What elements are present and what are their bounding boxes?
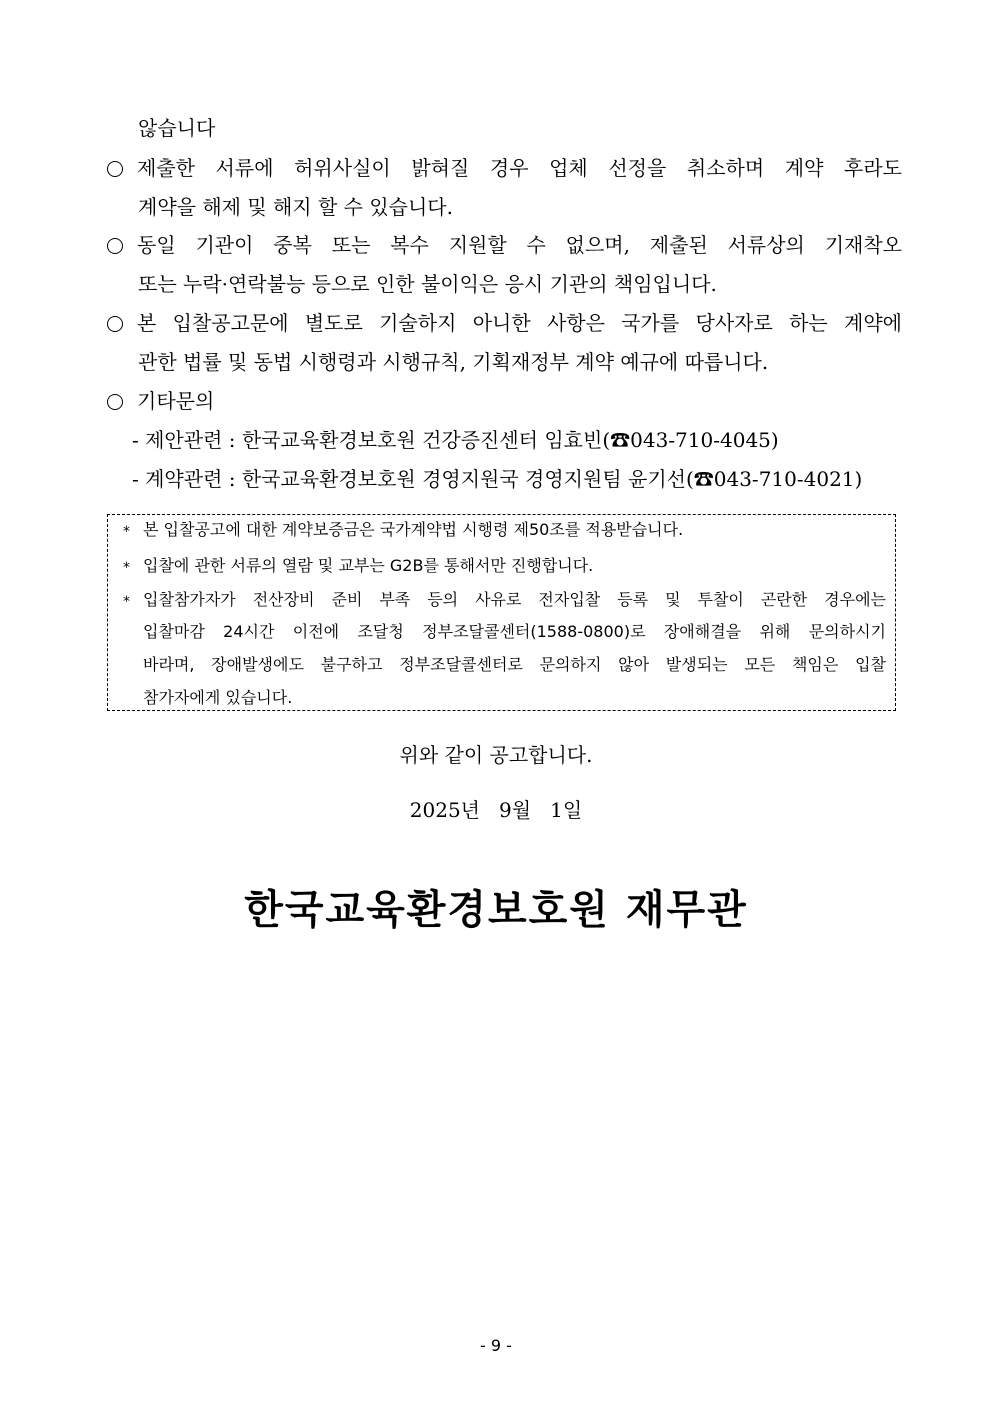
- list-item: [107, 389, 214, 413]
- asterisk-icon: *: [123, 524, 130, 540]
- notice-line: [143, 655, 886, 675]
- notice-line: [143, 622, 886, 642]
- circle-bullet-icon: [107, 238, 123, 254]
- page-number: - 9 -: [480, 1336, 512, 1355]
- notice-line: [143, 590, 886, 610]
- asterisk-icon: *: [123, 594, 130, 610]
- contact-proposal: - 제안관련 : 한국교육환경보호원 건강증진센터 임효빈(☎043-710-4045): [132, 428, 779, 452]
- notice-line-text: 입찰참가자가 전산장비 준비 부족 등의 사유로 전자입찰 등록 및 투찰이 곤란한 경우에는: [143, 590, 886, 609]
- intro-continuation: 않습니다: [138, 116, 216, 140]
- list-item: [107, 233, 902, 257]
- notice-line-text: 입찰마감 24시간 이전에 조달청 정부조달콜센터(1588-0800)로 장애해결을 위해 문의하시기: [143, 622, 886, 641]
- contact-contract: - 계약관련 : 한국교육환경보호원 경영지원국 경영지원팀 윤기선(☎043-710-4021): [132, 467, 863, 491]
- item-text: 기타문의: [137, 389, 215, 413]
- item-text-continued: 관한 법률 및 동법 시행령과 시행규칙, 기획재정부 계약 예규에 따릅니다.: [138, 350, 769, 374]
- closing-statement: 위와 같이 공고합니다.: [399, 743, 593, 767]
- asterisk-icon: *: [123, 560, 130, 576]
- notice-line: 입찰에 관한 서류의 열람 및 교부는 G2B를 통해서만 진행합니다.: [143, 556, 594, 575]
- item-text-continued: 계약을 해제 및 해지 할 수 있습니다.: [138, 195, 453, 219]
- announcement-date: 2025년 9월 1일: [409, 798, 583, 822]
- item-text-continued: 또는 누락·연락불능 등으로 인한 불이익은 응시 기관의 책임입니다.: [138, 272, 717, 296]
- notice-line-text: 바라며, 장애발생에도 불구하고 정부조달콜센터로 문의하지 않아 발생되는 모든 책임은 입찰: [143, 655, 886, 674]
- circle-bullet-icon: [107, 161, 123, 177]
- list-item: [107, 156, 902, 180]
- notice-box: [107, 514, 896, 711]
- item-text: 제출한 서류에 허위사실이 밝혀질 경우 업체 선정을 취소하며 계약 후라도: [137, 156, 902, 180]
- issuer-title: 한국교육환경보호원 재무관: [244, 886, 748, 933]
- item-text: 본 입찰공고문에 별도로 기술하지 아니한 사항은 국가를 당사자로 하는 계약에: [137, 311, 902, 335]
- list-item: [107, 311, 902, 335]
- notice-line: 본 입찰공고에 대한 계약보증금은 국가계약법 시행령 제50조를 적용받습니다.: [143, 520, 684, 539]
- item-text: 동일 기관이 중복 또는 복수 지원할 수 없으며, 제출된 서류상의 기재착오: [137, 233, 902, 257]
- circle-bullet-icon: [107, 316, 123, 332]
- notice-line: 참가자에게 있습니다.: [143, 688, 293, 707]
- circle-bullet-icon: [107, 394, 123, 410]
